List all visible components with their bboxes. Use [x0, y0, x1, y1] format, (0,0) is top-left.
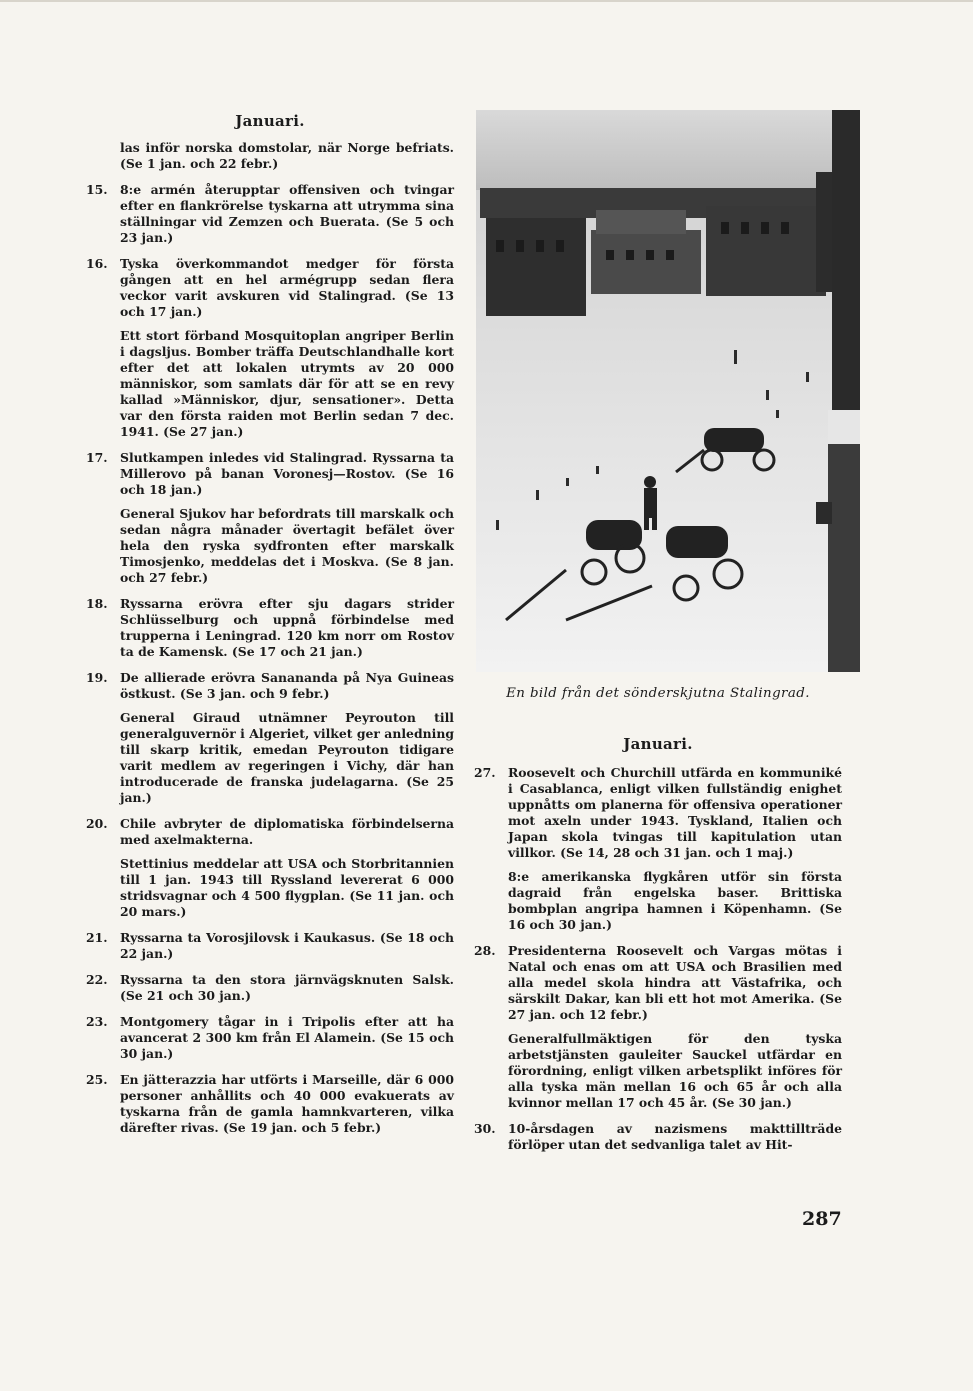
left-column	[86, 112, 454, 1146]
entry-paragraph: Ryssarna ta Vorosjilovsk i Kaukasus. (Se 18 och 22 jan.)	[120, 930, 454, 961]
entry-paragraph: Chile avbryter de diplomatiska förbindelserna med axelmakterna.	[120, 816, 454, 847]
left-month-heading: Januari.	[235, 112, 305, 130]
column-foreground	[832, 110, 860, 420]
entry-date: 28.	[474, 943, 496, 958]
entry-date: 15.	[86, 182, 108, 197]
entry-paragraph: Generalfullmäktigen för den tyska arbetstjänsten gauleiter Sauckel utfärdar en förordning, enligt vilken arbetsplikt införes för alla tyska män mellan 16 och 65 år och alla kvinnor mellan 17 och 45 år. (Se 30 jan.)	[508, 1031, 842, 1110]
entry-date: 19.	[86, 670, 108, 685]
entry-paragraph: 8:e amerikanska flygkåren utför sin första dagraid från engelska baser. Brittiska bombplan angripa hamnen i Köpenhamn. (Se 16 och 30 jan.)	[508, 869, 842, 932]
entry-paragraph: Presidenterna Roosevelt och Vargas mötas i Natal och enas om att USA och Brasilien med alla medel skola hindra att Västafrika, och särskilt Dakar, kan bli ett hot mot Amerika. (Se 27 jan. och 12 febr.)	[508, 943, 842, 1022]
entry-date: 17.	[86, 450, 108, 465]
entry-date: 22.	[86, 972, 108, 987]
entry-paragraph: Ett stort förband Mosquitoplan angriper Berlin i dagsljus. Bomber träffa Deutschlandhalle kort efter det att lokalen utrymts av 20 000 människor, som samlats där för att se en revy kallad »Människor, djur, sensationer». Detta var den första raiden mot Berlin sedan 7 dec. 1941. (Se 27 jan.)	[120, 328, 454, 439]
stalingrad-photo	[476, 110, 860, 672]
entry-date: 16.	[86, 256, 108, 271]
chronology-entry	[86, 596, 454, 660]
entry-body	[508, 1121, 842, 1153]
entry-body	[120, 450, 454, 586]
chronology-entry	[86, 182, 454, 246]
entry-body	[508, 765, 842, 933]
wall-foreground	[828, 440, 860, 672]
entry-date	[86, 140, 120, 172]
chronology-entry	[86, 450, 454, 586]
entry-paragraph: Roosevelt och Churchill utfärda en kommuniké i Casablanca, enligt vilken fullständig enighet uppnåtts om planerna för offensiva operationer mot axeln under 1943. Tyskland, Italien och Japan skola tvingas till kapitulation utan villkor. (Se 14, 28 och 31 jan. och 1 maj.)	[508, 765, 842, 860]
sky	[476, 110, 860, 190]
entry-body	[120, 670, 454, 806]
entry-body	[120, 256, 454, 440]
entry-paragraph: General Sjukov har befordrats till marskalk och sedan några månader övertagit befälet över hela den ryska sydfronten efter marskalk Timosjenko, meddelas det i Moskva. (Se 8 jan. och 27 febr.)	[120, 506, 454, 585]
chronology-entry	[474, 1121, 842, 1153]
chronology-entry	[474, 943, 842, 1111]
entry-body	[120, 930, 454, 962]
entry-body	[120, 1014, 454, 1062]
photo-caption: En bild från det sönderskjutna Stalingrad.	[506, 686, 810, 701]
entry-date: 18.	[86, 596, 108, 611]
right-entry-list	[474, 765, 842, 1153]
entry-paragraph: General Giraud utnämner Peyrouton till generalguvernör i Algeriet, vilket ger anledning till skarp kritik, emedan Peyrouton tidigare varit medlem av regeringen i Vichy, där han introducerade de franska judelagarna. (Se 25 jan.)	[120, 710, 454, 805]
chronology-entry	[86, 972, 454, 1004]
entry-body	[120, 596, 454, 660]
entry-paragraph: 10-årsdagen av nazismens makttillträde förlöper utan det sedvanliga talet av Hit-	[508, 1121, 842, 1152]
entry-paragraph: Slutkampen inledes vid Stalingrad. Ryssarna ta Millerovo på banan Voronesj—Rostov. (Se 16 och 18 jan.)	[120, 450, 454, 497]
entry-paragraph: Montgomery tågar in i Tripolis efter att ha avancerat 2 300 km från El Alamein. (Se 15 och 30 jan.)	[120, 1014, 454, 1061]
entry-paragraph: En jätterazzia har utförts i Marseille, där 6 000 personer anhållits och 40 000 evakuerats av tyskarna från de gamla hamnkvarteren, vilka därefter rivas. (Se 19 jan. och 5 febr.)	[120, 1072, 454, 1135]
chronology-entry	[86, 930, 454, 962]
entry-body	[508, 943, 842, 1111]
entry-date: 23.	[86, 1014, 108, 1029]
entry-date: 30.	[474, 1121, 496, 1136]
entry-date: 25.	[86, 1072, 108, 1087]
entry-date: 20.	[86, 816, 108, 831]
top-rule	[0, 0, 973, 2]
entry-paragraph: De allierade erövra Sanananda på Nya Guineas östkust. (Se 3 jan. och 9 febr.)	[120, 670, 454, 701]
chronology-entry	[86, 140, 454, 172]
page-number: 287	[802, 1208, 842, 1230]
entry-paragraph: Tyska överkommandot medger för första gången att en hel armégrupp sedan flera veckor varit avskuren vid Stalingrad. (Se 13 och 17 jan.)	[120, 256, 454, 319]
chronology-entry	[86, 256, 454, 440]
entry-body	[120, 816, 454, 920]
entry-body	[120, 140, 454, 172]
chronology-entry	[86, 670, 454, 806]
entry-paragraph: Ryssarna erövra efter sju dagars strider Schlüsselburg och uppnå förbindelse med trupperna i Leningrad. 120 km norr om Rostov ta de Kamensk. (Se 17 och 21 jan.)	[120, 596, 454, 659]
left-entry-list	[86, 140, 454, 1136]
chronology-entry	[86, 816, 454, 920]
chronology-entry	[86, 1014, 454, 1062]
entry-body	[120, 1072, 454, 1136]
right-column	[474, 110, 842, 1163]
entry-date: 21.	[86, 930, 108, 945]
chronology-entry	[474, 765, 842, 933]
entry-paragraph: 8:e armén återupptar offensiven och tvingar efter en flankrörelse tyskarna att utrymma sina ställningar vid Zemzen och Buerata. (Se 5 och 23 jan.)	[120, 182, 454, 245]
entry-date: 27.	[474, 765, 496, 780]
right-month-heading: Januari.	[623, 735, 693, 753]
entry-body	[120, 972, 454, 1004]
entry-body	[120, 182, 454, 246]
entry-paragraph: Stettinius meddelar att USA och Storbritannien till 1 jan. 1943 till Ryssland levererat 6 000 stridsvagnar och 4 500 flygplan. (Se 11 jan. och 20 mars.)	[120, 856, 454, 919]
entry-paragraph: las inför norska domstolar, när Norge befriats. (Se 1 jan. och 22 febr.)	[120, 140, 454, 171]
entry-paragraph: Ryssarna ta den stora järnvägsknuten Salsk. (Se 21 och 30 jan.)	[120, 972, 454, 1003]
chronology-entry	[86, 1072, 454, 1136]
